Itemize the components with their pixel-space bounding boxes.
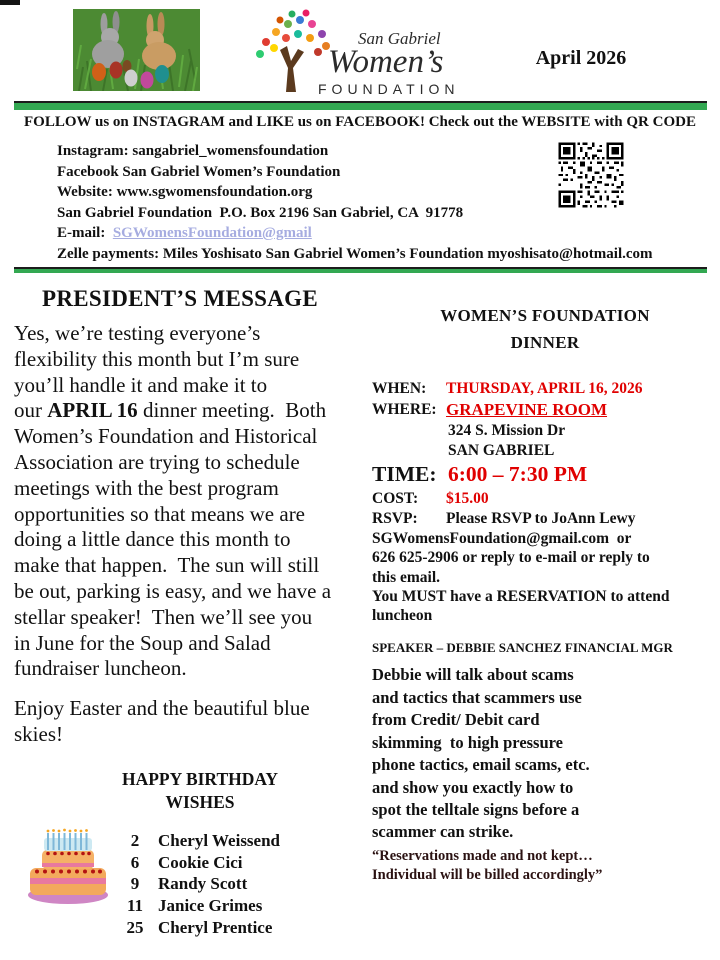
message-line: be out, parking is easy, and we have a bbox=[14, 578, 332, 603]
birthday-heading-line1: HAPPY BIRTHDAY bbox=[121, 768, 279, 789]
message-line: in June for the Soup and Salad bbox=[14, 630, 271, 655]
logo-script-top: San Gabriel bbox=[358, 29, 441, 48]
birthday-heading-line2: WISHES bbox=[165, 791, 235, 812]
qr-code-image bbox=[556, 140, 626, 210]
time-label: TIME: bbox=[372, 462, 437, 486]
dinner-where-row bbox=[372, 399, 718, 421]
contact-facebook: Facebook San Gabriel Women’s Foundation bbox=[57, 163, 341, 180]
venue-address-line1: 324 S. Mission Dr bbox=[448, 422, 566, 439]
birthday-row: 6 Cookie Cici bbox=[130, 852, 243, 872]
talk-line: from Credit/ Debit card bbox=[372, 710, 540, 730]
birthday-cake-icon bbox=[22, 826, 114, 908]
presidents-message-section bbox=[14, 286, 366, 939]
birthday-row: 11 Janice Grimes bbox=[126, 896, 263, 916]
message-line: Yes, we’re testing everyone’s bbox=[14, 321, 261, 345]
birthday-list bbox=[122, 830, 280, 939]
cost-value: $15.00 bbox=[446, 490, 489, 507]
paragraph-gap bbox=[14, 682, 366, 696]
message-line: opportunities so that means we are bbox=[14, 501, 306, 526]
birthday-heading bbox=[14, 768, 366, 814]
april-16-highlight: APRIL 16 bbox=[47, 398, 138, 423]
talk-line: Debbie will talk about scams bbox=[372, 665, 574, 685]
when-value: THURSDAY, APRIL 16, 2026 bbox=[446, 380, 643, 397]
dinner-title-line1: WOMEN’S FOUNDATION bbox=[440, 306, 650, 325]
message-line: fundraiser luncheon. bbox=[14, 656, 187, 681]
rsvp-line: this email. bbox=[372, 568, 441, 586]
contact-instagram: Instagram: sangabriel_womensfoundation bbox=[57, 143, 329, 159]
dinner-when-row bbox=[372, 379, 718, 399]
logo-caps: FOUNDATION bbox=[318, 81, 460, 97]
message-line: make that happen. The sun will still bbox=[14, 553, 320, 578]
talk-line: spot the telltale signs before a bbox=[372, 799, 580, 819]
dinner-title bbox=[372, 302, 718, 356]
cost-label: COST: bbox=[372, 490, 419, 507]
where-label: WHERE: bbox=[372, 401, 437, 418]
presidents-message-title: PRESIDENT’S MESSAGE bbox=[42, 286, 319, 311]
dinner-cost-row bbox=[372, 489, 718, 509]
talk-line: skimming to high pressure bbox=[372, 732, 564, 752]
speaker-headline: SPEAKER – DEBBIE SANCHEZ FINANCIAL MGR bbox=[372, 640, 673, 656]
talk-line: scammer can strike. bbox=[372, 822, 514, 842]
birthday-row: 25 Cheryl Prentice bbox=[126, 917, 273, 937]
contact-address: San Gabriel Foundation P.O. Box 2196 San Gabriel, CA 91778 bbox=[57, 204, 464, 221]
birthday-row: 9 Randy Scott bbox=[130, 874, 248, 894]
foundation-logo bbox=[230, 8, 480, 100]
rsvp-label: RSVP: bbox=[372, 510, 418, 527]
venue-address-line2: SAN GABRIEL bbox=[448, 441, 555, 459]
rsvp-line: You MUST have a RESERVATION to attend bbox=[372, 587, 670, 605]
green-divider-top bbox=[14, 101, 707, 110]
message-line: Enjoy Easter and the beautiful blue bbox=[14, 696, 310, 721]
social-banner: FOLLOW us on INSTAGRAM and LIKE us on FACEBOOK! Check out the WEBSITE with QR CODE bbox=[24, 114, 696, 130]
message-line: stellar speaker! Then we’ll see you bbox=[14, 604, 313, 629]
green-divider-middle bbox=[14, 267, 707, 273]
rsvp-line: luncheon bbox=[372, 607, 433, 625]
time-value: 6:00 – 7:30 PM bbox=[448, 462, 588, 486]
reservation-policy-note bbox=[372, 847, 718, 885]
logo-tree-icon bbox=[256, 10, 330, 93]
contact-zelle: Zelle payments: Miles Yoshisato San Gabriel Women’s Foundation myoshisato@hotmail.com bbox=[57, 245, 653, 262]
dinner-rsvp-row bbox=[372, 509, 718, 529]
talk-line: phone tactics, email scams, etc. bbox=[372, 755, 590, 775]
message-line: doing a little dance this month to bbox=[14, 527, 291, 552]
message-line: our APRIL 16 dinner meeting. Both bbox=[14, 398, 327, 423]
contact-email-row bbox=[57, 223, 653, 244]
birthday-section bbox=[14, 826, 366, 939]
page-corner-mark bbox=[0, 0, 20, 5]
contact-website: Website: www.sgwomensfoundation.org bbox=[57, 184, 313, 200]
talk-line: and show you exactly how to bbox=[372, 777, 574, 797]
dinner-section bbox=[372, 302, 718, 885]
birthday-row: 2 Cheryl Weissend bbox=[130, 830, 281, 850]
email-label: E-mail: bbox=[57, 225, 113, 241]
when-label: WHEN: bbox=[372, 380, 427, 397]
easter-bunnies-photo bbox=[73, 9, 200, 92]
logo-script-main: Women’s bbox=[328, 44, 444, 80]
speaker-talk-description bbox=[372, 664, 718, 843]
note-line1: “Reservations made and not kept… bbox=[372, 847, 593, 864]
email-link[interactable]: SGWomensFoundation@gmail bbox=[112, 225, 312, 241]
message-line: Association are trying to schedule bbox=[14, 449, 300, 474]
dinner-title-line2: DINNER bbox=[510, 333, 580, 352]
message-line: skies! bbox=[14, 721, 63, 746]
message-line: meetings with the best program bbox=[14, 475, 279, 500]
issue-date: April 2026 bbox=[535, 47, 627, 69]
message-line: flexibility this month but I’m sure bbox=[14, 346, 300, 371]
talk-line: and tactics that scammers use bbox=[372, 687, 582, 707]
rsvp-line: 626 625-2906 or reply to e-mail or reply to bbox=[372, 549, 650, 567]
rsvp-line: SGWomensFoundation@gmail.com or bbox=[372, 530, 632, 547]
dinner-time-row bbox=[372, 460, 718, 489]
note-line2: Individual will be billed accordingly” bbox=[372, 866, 603, 883]
message-line: you’ll handle it and make it to bbox=[14, 372, 268, 397]
where-value: GRAPEVINE ROOM bbox=[446, 400, 608, 419]
rsvp-value: Please RSVP to JoAnn Lewy bbox=[446, 510, 636, 527]
message-line: Women’s Foundation and Historical bbox=[14, 424, 318, 449]
